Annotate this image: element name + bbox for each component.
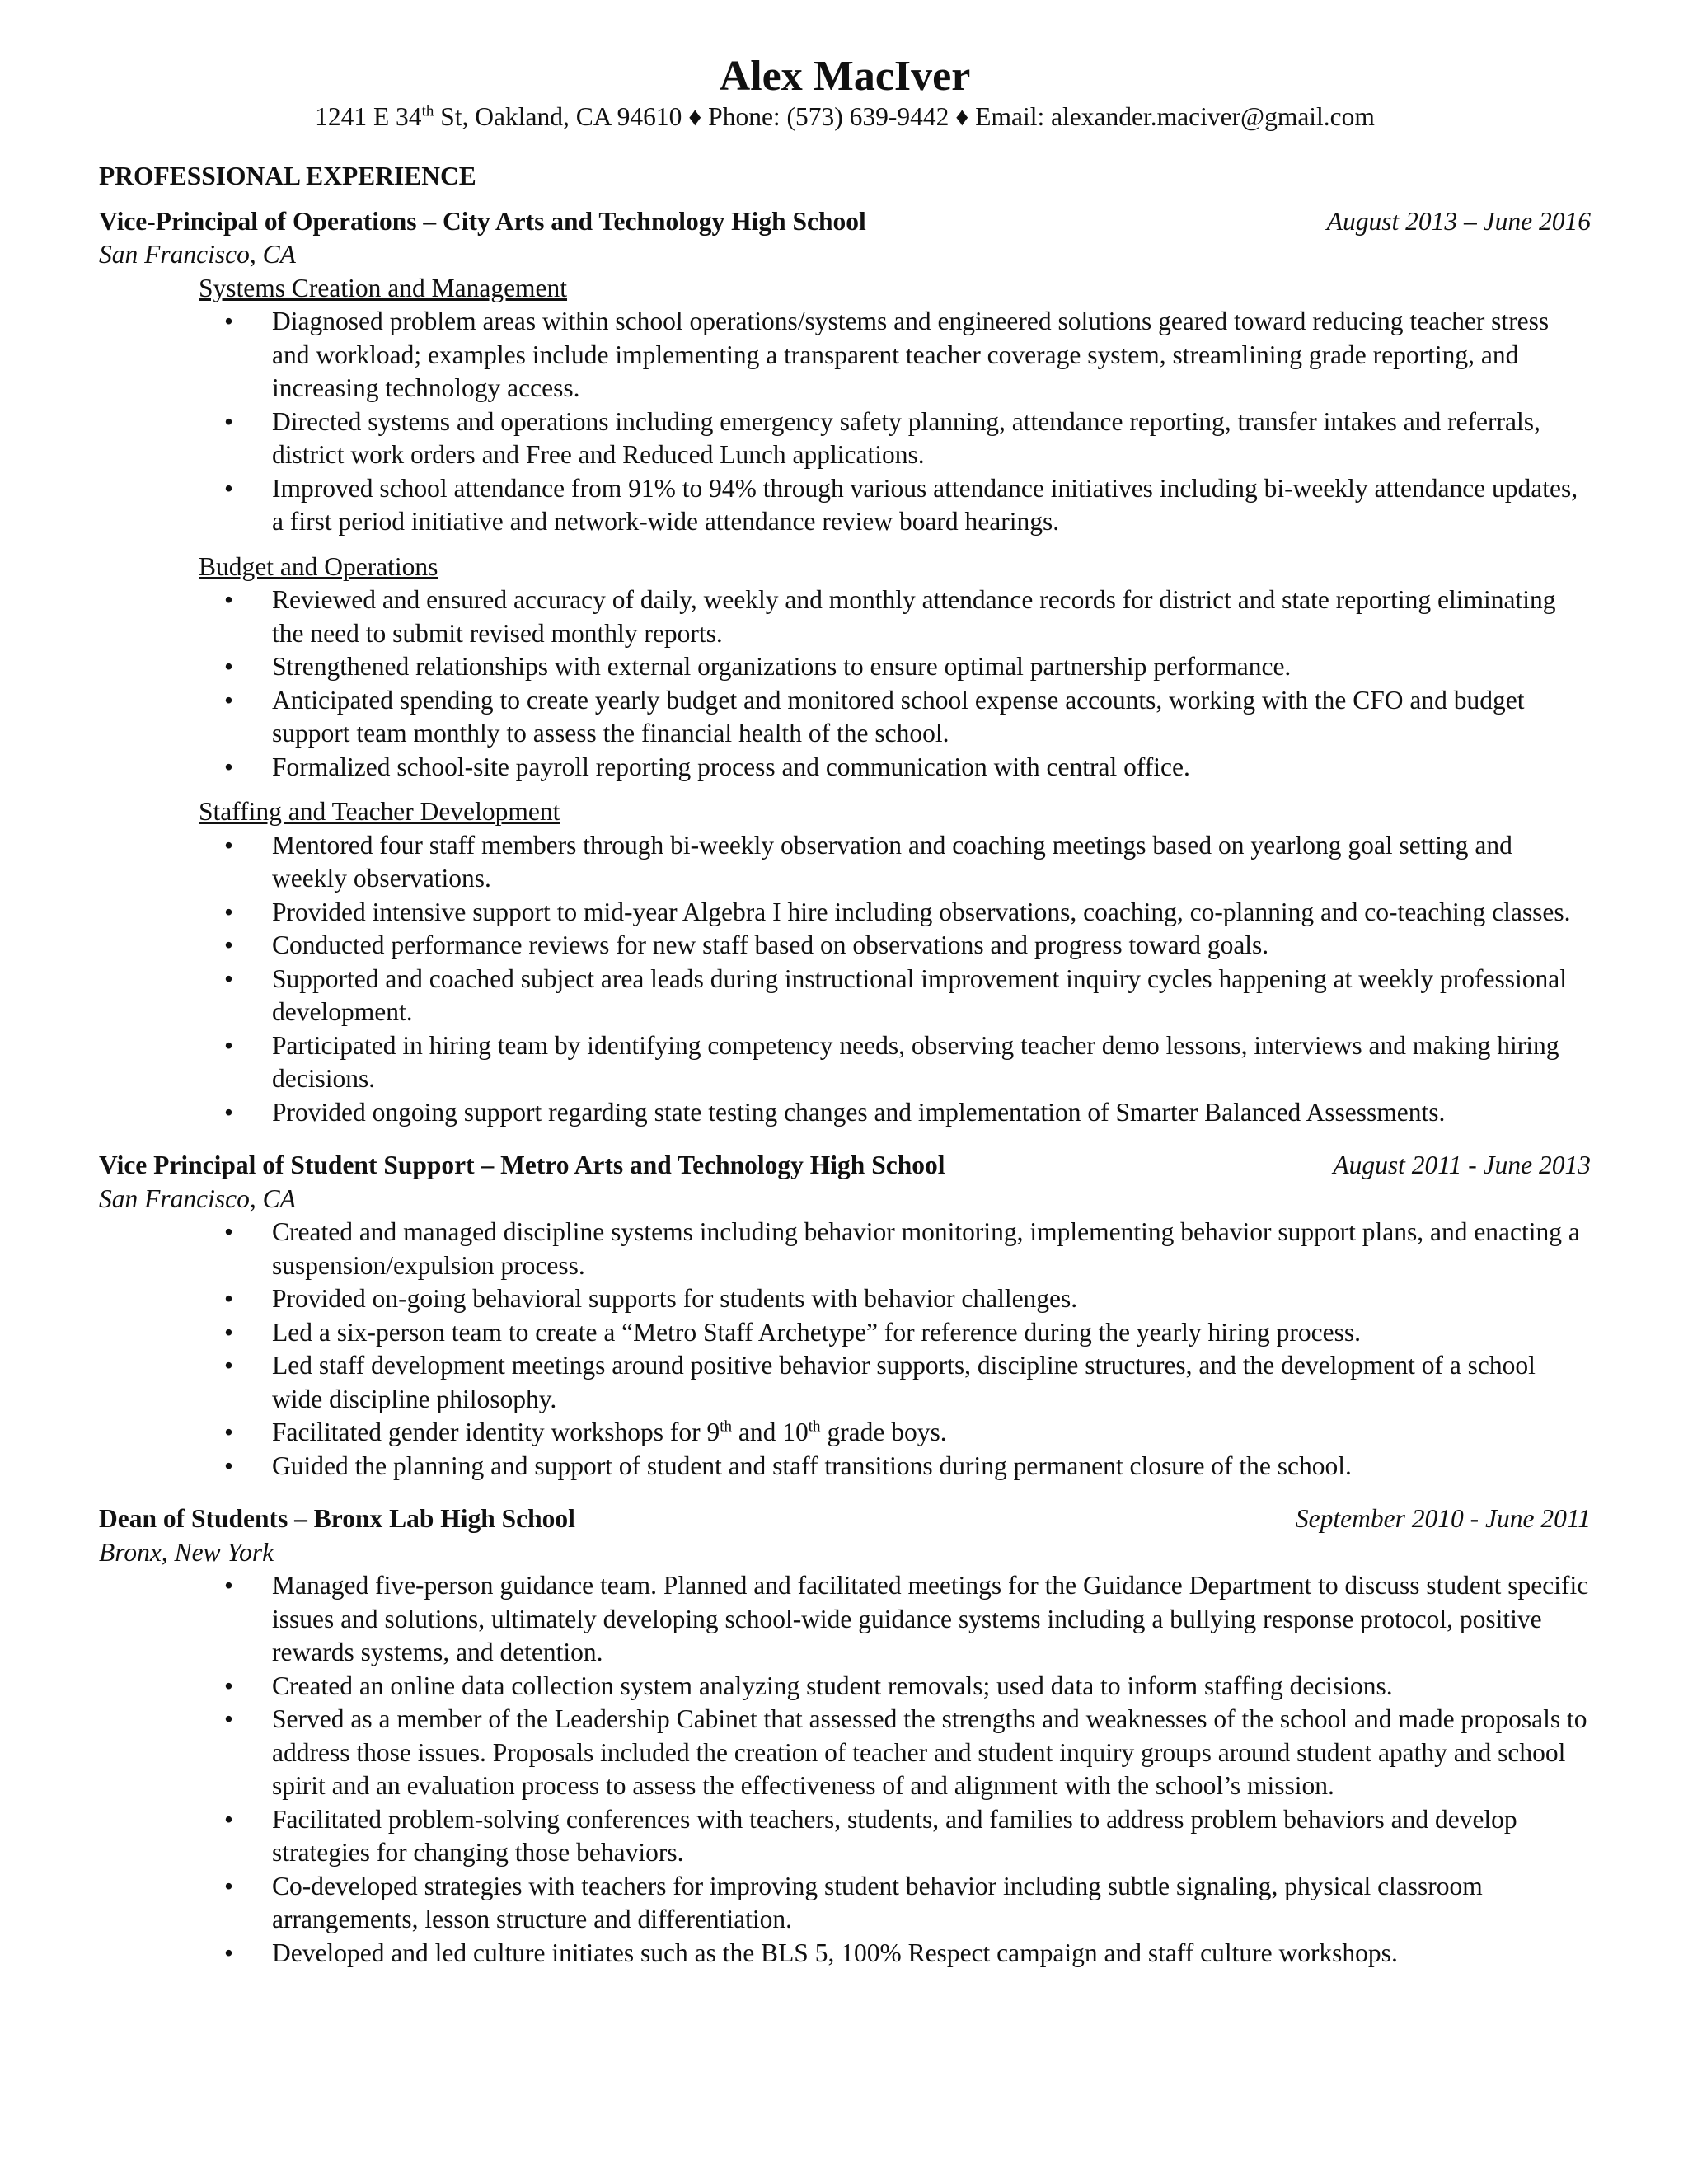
job-header: [99, 205, 1591, 239]
bullet-item: [99, 1316, 1591, 1350]
bullet-glyph: •: [224, 1418, 234, 1446]
bullet-text: Led staff development meetings around positive behavior supports, discipline structures, and the development of a school wide discipline philosophy.: [272, 1351, 1536, 1413]
bullet-glyph: •: [224, 652, 234, 681]
bullet-glyph: •: [224, 897, 234, 926]
job-entry: [99, 205, 1591, 1130]
bullet-item: [99, 1703, 1591, 1803]
bullet-glyph: •: [224, 752, 234, 781]
bullet-glyph: •: [224, 1871, 234, 1900]
bullet-glyph: •: [224, 585, 234, 614]
subsection: [99, 272, 1591, 539]
bullet-glyph: •: [224, 307, 234, 335]
bullet-text: Facilitated problem-solving conferences with teachers, students, and families to address problem behaviors and develop strategies for changing those behaviors.: [272, 1804, 1517, 1867]
bullet-text: Served as a member of the Leadership Cabinet that assessed the strengths and weaknesses of the school and made proposals to address those issues. Proposals included the creation of teacher and student inquiry groups around student apathy and school spirit and an evaluation process to assess the effectiveness of and alignment with the school’s mission.: [272, 1704, 1587, 1800]
bullet-glyph: •: [224, 1317, 234, 1347]
bullet-item: [99, 305, 1591, 405]
bullet-item: [99, 751, 1591, 785]
job-title: Dean of Students – Bronx Lab High School: [99, 1504, 575, 1533]
bullet-glyph: •: [224, 1671, 234, 1700]
job-dates: September 2010 - June 2011: [1295, 1504, 1591, 1533]
bullet-list: [99, 829, 1591, 1130]
bullet-item: [99, 896, 1591, 930]
bullet-text-part: Facilitated gender identity workshops for 9: [272, 1418, 720, 1446]
bullet-text: Guided the planning and support of student and staff transitions during permanent closure of the school.: [272, 1451, 1352, 1480]
bullet-glyph: •: [224, 1704, 234, 1733]
bullet-glyph: •: [224, 1571, 234, 1600]
ordinal-superscript: th: [720, 1418, 733, 1436]
bullet-item: [99, 684, 1591, 751]
bullet-item: [99, 650, 1591, 684]
job-location: San Francisco, CA: [99, 240, 296, 269]
bullet-item: [99, 405, 1591, 472]
bullet-item: [99, 1282, 1591, 1316]
bullet-item: [99, 1937, 1591, 1971]
job-header: [99, 1502, 1591, 1536]
bullet-glyph: •: [224, 1351, 234, 1380]
bullet-item: [99, 1569, 1591, 1670]
job-dates: August 2013 – June 2016: [1326, 206, 1591, 236]
subsection: [99, 551, 1591, 785]
bullet-text: Diagnosed problem areas within school operations/systems and engineered solutions geared toward reducing teacher stress and workload; examples include implementing a transparent teacher coverage system, streamlining grade reporting, and increasing technology access.: [272, 307, 1550, 402]
ordinal-superscript: th: [808, 1418, 821, 1436]
bullet-glyph: •: [224, 1804, 234, 1834]
bullet-text: Provided on-going behavioral supports for students with behavior challenges.: [272, 1284, 1078, 1313]
bullet-list: [99, 1569, 1591, 1970]
bullet-text: Anticipated spending to create yearly budget and monitored school expense accounts, working with the CFO and budget support team monthly to assess the financial health of the school.: [272, 685, 1525, 748]
subsection-heading: Budget and Operations: [199, 551, 438, 581]
candidate-name: Alex MacIver: [719, 53, 971, 100]
bullet-item: [99, 1096, 1591, 1130]
bullet-list: [99, 583, 1591, 784]
bullet-item: [99, 472, 1591, 539]
bullet-text: Participated in hiring team by identifying competency needs, observing teacher demo lessons, interviews and making hiring decisions.: [272, 1030, 1559, 1093]
bullet-glyph: •: [224, 1097, 234, 1127]
bullet-text: Supported and coached subject area leads during instructional improvement inquiry cycles happening at weekly professional development.: [272, 963, 1568, 1026]
bullet-item: [99, 1216, 1591, 1282]
bullet-text: Managed five-person guidance team. Planned and facilitated meetings for the Guidance Department to discuss student specific issues and solutions, ultimately developing school-wide guidance systems including a bullying response protocol, positive rewards systems, and detention.: [272, 1571, 1589, 1666]
bullet-text: Strengthened relationships with external organizations to ensure optimal partnership performance.: [272, 652, 1292, 681]
job-title: Vice Principal of Student Support – Metro Arts and Technology High School: [99, 1151, 945, 1179]
bullet-item: [99, 1416, 1591, 1450]
bullet-item: [99, 963, 1591, 1029]
bullet-glyph: •: [224, 473, 234, 503]
bullet-text: Co-developed strategies with teachers for improving student behavior including subtle signaling, physical classroom arrangements, lesson structure and differentiation.: [272, 1871, 1483, 1933]
bullet-text: Directed systems and operations including emergency safety planning, attendance reporting, transfer intakes and referrals, district work orders and Free and Reduced Lunch applications.: [272, 406, 1540, 469]
bullet-text: Provided ongoing support regarding state testing changes and implementation of Smarter Balanced Assessments.: [272, 1097, 1446, 1127]
subsection-heading: Systems Creation and Management: [199, 273, 568, 302]
job-entry: [99, 1502, 1591, 1970]
bullet-item: [99, 1670, 1591, 1704]
bullet-text: Provided intensive support to mid-year Algebra I hire including observations, coaching, co-planning and co-teaching classes.: [272, 897, 1571, 926]
bullet-item: [99, 1029, 1591, 1096]
address-and-contacts: St, Oakland, CA 94610 ♦ Phone: (573) 639-9442 ♦ Email: alexander.maciver@gmail.com: [434, 102, 1375, 131]
address-prefix: 1241 E 34: [315, 102, 422, 131]
subsection-heading: Staffing and Teacher Development: [199, 797, 560, 826]
bullet-text: Created and managed discipline systems including behavior monitoring, implementing behavior support plans, and enacting a suspension/expulsion process.: [272, 1217, 1580, 1280]
bullet-text: Conducted performance reviews for new staff based on observations and progress toward goals.: [272, 930, 1269, 959]
job-location: San Francisco, CA: [99, 1183, 296, 1213]
bullet-item: [99, 1450, 1591, 1483]
bullet-glyph: •: [224, 1938, 234, 1967]
bullet-glyph: •: [224, 1217, 234, 1246]
bullet-text: Mentored four staff members through bi-weekly observation and coaching meetings based on yearlong goal setting and weekly observations.: [272, 830, 1512, 893]
job-header: [99, 1149, 1591, 1183]
bullet-text: Developed and led culture initiates such as the BLS 5, 100% Respect campaign and staff culture workshops.: [272, 1938, 1398, 1967]
address-superscript: th: [421, 102, 434, 120]
bullet-item: [99, 1803, 1591, 1870]
job-dates: August 2011 - June 2013: [1333, 1151, 1591, 1179]
bullet-item: [99, 1870, 1591, 1937]
bullet-list: [99, 1216, 1591, 1483]
bullet-glyph: •: [224, 1451, 234, 1480]
subsection: [99, 795, 1591, 1129]
bullet-glyph: •: [224, 406, 234, 436]
section-title-experience: PROFESSIONAL EXPERIENCE: [99, 162, 476, 190]
bullet-glyph: •: [224, 685, 234, 715]
bullet-text: Formalized school-site payroll reporting process and communication with central office.: [272, 752, 1190, 781]
contact-line: [99, 101, 1591, 134]
bullet-item: [99, 929, 1591, 963]
bullet-text-part: grade boys.: [820, 1418, 947, 1446]
bullet-text-part: and 10: [732, 1418, 809, 1446]
job-location: Bronx, New York: [99, 1537, 274, 1567]
bullet-glyph: •: [224, 1284, 234, 1313]
job-entry: [99, 1149, 1591, 1483]
bullet-list: [99, 305, 1591, 539]
bullet-item: [99, 1349, 1591, 1416]
bullet-text: Reviewed and ensured accuracy of daily, weekly and monthly attendance records for district and state reporting eliminating the need to submit revised monthly reports.: [272, 585, 1556, 648]
bullet-text: Led a six-person team to create a “Metro Staff Archetype” for reference during the yearly hiring process.: [272, 1317, 1361, 1347]
bullet-glyph: •: [224, 1030, 234, 1060]
bullet-glyph: •: [224, 963, 234, 993]
bullet-text: Created an online data collection system analyzing student removals; used data to inform staffing decisions.: [272, 1671, 1393, 1700]
bullet-glyph: •: [224, 930, 234, 959]
bullet-item: [99, 583, 1591, 650]
job-title: Vice-Principal of Operations – City Arts and Technology High School: [99, 206, 866, 236]
bullet-glyph: •: [224, 830, 234, 860]
bullet-text: Improved school attendance from 91% to 94% through various attendance initiatives including bi-weekly attendance updates, a first period initiative and network-wide attendance review board hearings.: [272, 473, 1578, 536]
bullet-item: [99, 829, 1591, 896]
